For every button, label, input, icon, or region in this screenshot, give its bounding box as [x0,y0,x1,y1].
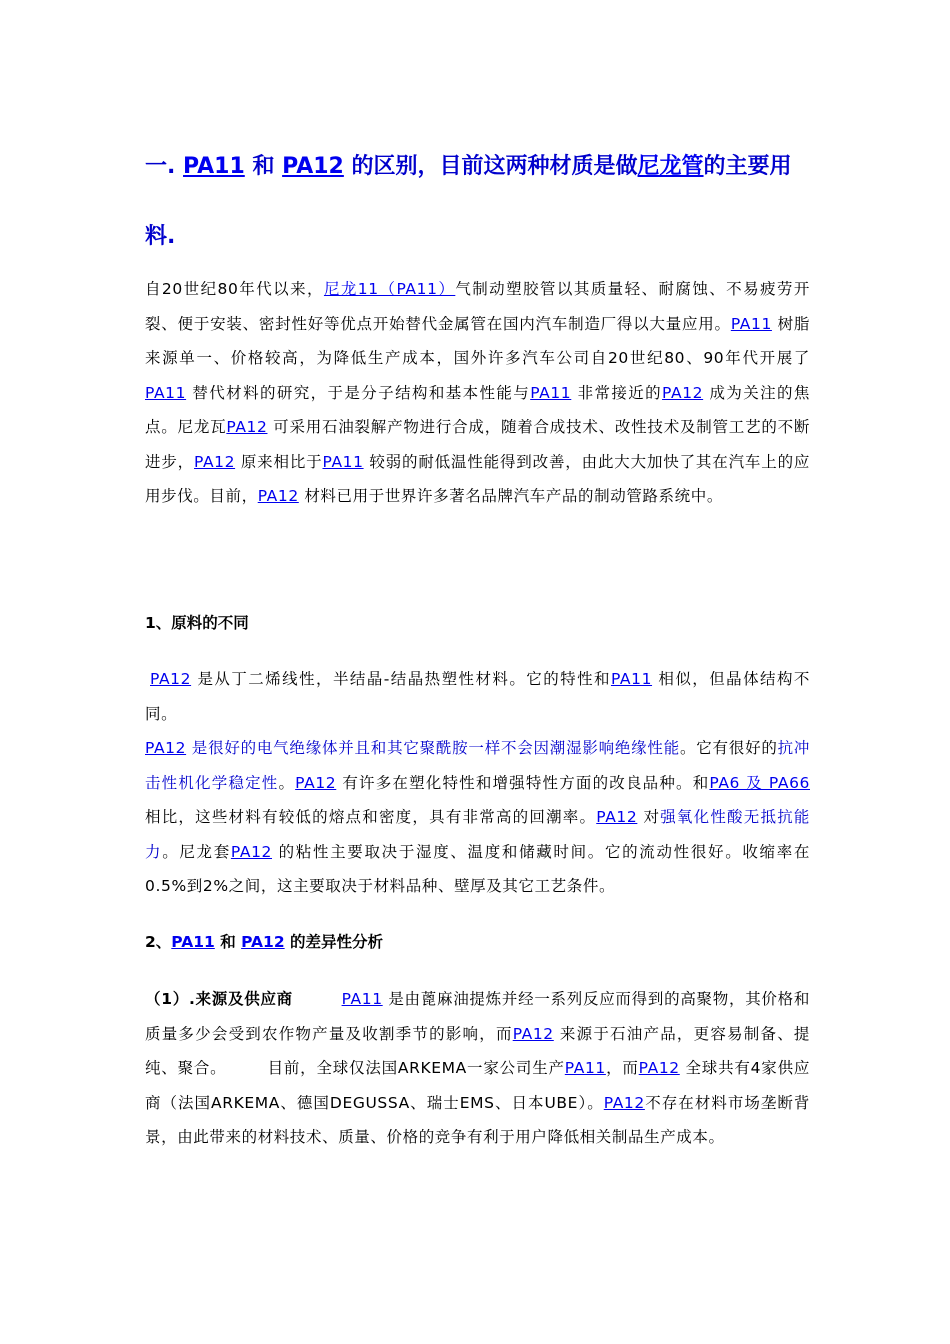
section1-heading: 1、原料的不同 [145,614,249,632]
section2-heading [145,925,383,959]
intro-paragraph [145,272,810,514]
body-text: 。尼龙套 [162,842,231,861]
body-text: 相比，这些材料有较低的熔点和密度，具有非常高的回潮率。 [145,808,597,826]
title-and: 和 [244,154,283,179]
intro-text: 自20世纪80年代以来， [145,280,324,298]
pa11-link[interactable]: PA11 [730,314,772,333]
nylon11-link[interactable]: 尼龙11（PA11） [323,280,456,298]
pa12-link[interactable]: PA12 [295,773,337,792]
body-text: 全球共有4家供应商（法国ARKEMA、德国DEGUSSA、瑞士EMS、日本UBE）。 [145,1059,810,1112]
intro-text: 非常接近的 [571,383,663,402]
pa12-link[interactable]: PA12 [282,154,344,179]
pa12-link[interactable]: PA12 [145,739,187,757]
body-text: 是从丁二烯线性，半结晶-结晶热塑性材料。它的特性和 [191,670,611,688]
body-text: ，而 [605,1059,639,1077]
highlighted-text: 抗冲击性机化学稳定性 [145,739,810,792]
intro-text: 材料已用于世界许多著名品牌汽车产品的制动管路系统中。 [298,487,723,505]
spacing [293,990,342,1008]
pa11-link[interactable]: PA11 [341,990,383,1008]
title-suffix: 的主要用料. [145,154,792,249]
body-text: 有许多在塑化特性和增强特性方面的改良品种。和 [336,773,710,792]
intro-text: 树脂来源单一、价格较高，为降低生产成本，国外许多汽车公司自20世纪80、90年代开展了 [145,314,810,367]
nylon-tube-link[interactable]: 尼龙管 [637,154,704,179]
pa12-link[interactable]: PA12 [230,842,272,861]
highlighted-text: 是很好的电气绝缘体并且和其它聚酰胺一样不会因潮湿影响绝缘性能 [186,739,680,757]
title-prefix: 一. [145,154,184,179]
pa11-link[interactable]: PA11 [610,670,653,688]
body-text: 对 [637,808,661,826]
intro-text: 可采用石油裂解产物进行合成，随着合成技术、改性技术及制管工艺的不断进步， [145,418,810,471]
subsection-title: （1）.来源及供应商 [145,990,293,1008]
section2-paragraph-1 [145,982,810,1155]
heading-text: 的差异性分析 [284,933,384,951]
pa11-link[interactable]: PA11 [322,452,364,471]
pa12-link[interactable]: PA12 [512,1024,554,1043]
pa12-link[interactable]: PA12 [638,1059,680,1077]
pa12-link[interactable]: PA12 [603,1093,645,1112]
intro-text: 成为关注的焦点。尼龙瓦 [145,383,810,436]
page-title [145,132,810,272]
pa6-pa66-link[interactable]: PA6 及 PA66 [709,773,810,792]
body-text: 相似，但晶体结构不同。 [145,670,810,723]
body-text: 。 [278,773,296,792]
heading-text: 和 [214,933,242,951]
title-middle: 的区别，目前这两种材质是做 [343,154,638,179]
pa11-link[interactable]: PA11 [145,383,187,402]
pa11-link[interactable]: PA11 [564,1059,606,1077]
pa12-link[interactable]: PA12 [226,418,268,436]
body-text: 。它有很好的 [679,739,778,757]
pa12-link[interactable]: PA12 [194,452,236,471]
pa12-link[interactable]: PA12 [150,670,192,688]
intro-text: 原来相比于 [235,452,323,471]
intro-text: 替代材料的研究，于是分子结构和基本性能与 [186,383,531,402]
pa12-link[interactable]: PA12 [241,933,285,951]
section1-paragraph-1 [145,662,810,731]
pa12-link[interactable]: PA12 [662,383,704,402]
intro-text: 较弱的耐低温性能得到改善，由此大大加快了其在汽车上的应用步伐。目前， [145,452,810,505]
section1-paragraph-2 [145,731,810,904]
pa12-link[interactable]: PA12 [257,487,299,505]
body-text: 是由蓖麻油提炼并经一系列反应而得到的高聚物，其价格和质量多少会受到农作物产量及收割季节的影响，而 [145,990,810,1043]
body-text: 的粘性主要取决于湿度、温度和储藏时间。它的流动性很好。收缩率在0.5%到2%之间，这主要取决于材料品种、壁厚及其它工艺条件。 [145,842,810,895]
pa11-link[interactable]: PA11 [171,933,215,951]
pa11-link[interactable]: PA11 [183,154,245,179]
body-text: 不存在材料市场垄断背景，由此带来的材料技术、质量、价格的竞争有利于用户降低相关制品生产成本。 [145,1093,810,1146]
heading-text: 2、 [145,933,172,951]
intro-text: 气制动塑胶管以其质量轻、耐腐蚀、不易疲劳开裂、便于安装、密封性好等优点开始替代金属管在国内汽车制造厂得以大量应用。 [145,280,811,333]
body-text: 来源于石油产品，更容易制备、提纯、聚合。 目前，全球仅法国ARKEMA一家公司生产 [145,1024,811,1077]
pa11-link[interactable]: PA11 [530,383,572,402]
highlighted-text: 强氧化性酸无抵抗能力 [145,808,811,861]
pa12-link[interactable]: PA12 [596,808,638,826]
